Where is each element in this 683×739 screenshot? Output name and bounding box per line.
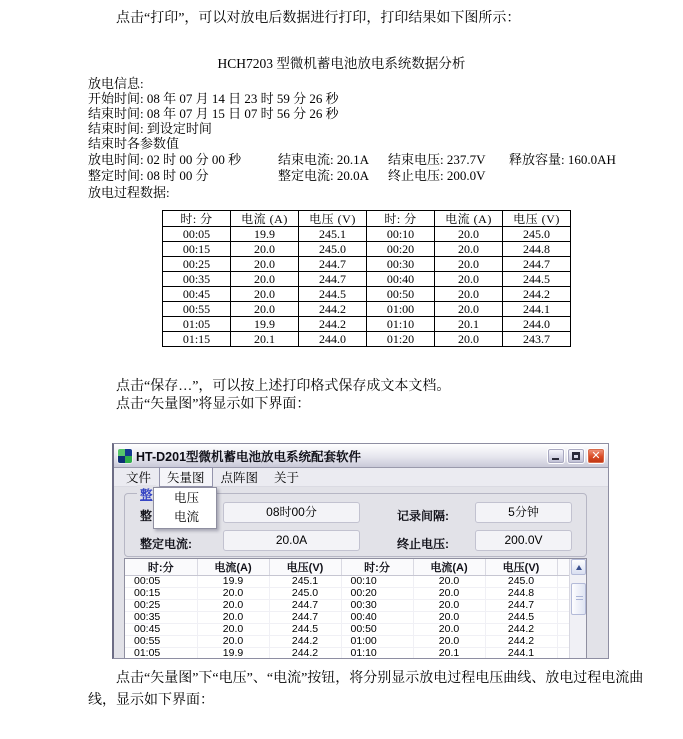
maximize-icon	[572, 452, 580, 460]
listview-row[interactable]	[125, 648, 571, 660]
printed-data-table	[162, 210, 571, 347]
listview-row[interactable]	[125, 576, 571, 588]
table-cell: 00:05	[163, 227, 231, 242]
table-cell: 244.2	[503, 287, 571, 302]
table-cell[interactable]: 20.0	[197, 636, 269, 648]
end-voltage-label: 终止电压:	[397, 537, 449, 551]
table-cell[interactable]: 245.0	[269, 588, 341, 600]
column-header: 电流 (A)	[231, 211, 299, 227]
table-cell: 244.8	[503, 242, 571, 257]
table-cell: 20.0	[231, 257, 299, 272]
table-cell[interactable]: 244.1	[485, 648, 557, 660]
column-header: 电流 (A)	[435, 211, 503, 227]
table-row	[163, 302, 571, 317]
table-cell[interactable]: 00:50	[341, 624, 413, 636]
table-cell: 20.0	[435, 257, 503, 272]
scroll-up-button[interactable]	[571, 559, 586, 575]
table-cell[interactable]: 01:00	[341, 636, 413, 648]
table-cell: 00:55	[163, 302, 231, 317]
menu-item-bitmap-chart[interactable]: 点阵图	[220, 471, 259, 485]
table-cell: 20.0	[435, 287, 503, 302]
table-cell[interactable]: 244.5	[269, 624, 341, 636]
table-row	[163, 332, 571, 347]
table-cell: 20.0	[231, 242, 299, 257]
table-cell: 20.0	[231, 302, 299, 317]
table-cell: 244.7	[503, 257, 571, 272]
table-cell: 01:00	[367, 302, 435, 317]
table-cell: 01:15	[163, 332, 231, 347]
table-cell[interactable]: 19.9	[197, 576, 269, 588]
set-time-label: 整	[140, 509, 153, 523]
paragraph-save-instruction: 点击“保存…”，可以按上述打印格式保存成文本文档。	[116, 379, 451, 394]
table-cell[interactable]: 00:15	[125, 588, 197, 600]
dropdown-item-voltage[interactable]: 电压	[174, 491, 200, 505]
table-cell: 244.2	[299, 302, 367, 317]
table-cell: 244.0	[503, 317, 571, 332]
table-cell[interactable]: 244.2	[269, 636, 341, 648]
table-cell: 19.9	[231, 227, 299, 242]
table-cell[interactable]: 00:45	[125, 624, 197, 636]
table-cell: 19.9	[231, 317, 299, 332]
listview-row[interactable]	[125, 612, 571, 624]
table-cell: 00:25	[163, 257, 231, 272]
table-cell: 243.7	[503, 332, 571, 347]
column-header: 电流(A)	[197, 559, 269, 576]
menu-item-vector-chart[interactable]: 矢量图	[159, 467, 213, 487]
table-cell: 20.0	[435, 227, 503, 242]
table-cell[interactable]: 00:10	[341, 576, 413, 588]
column-header: 电流(A)	[413, 559, 485, 576]
table-cell: 245.0	[503, 227, 571, 242]
table-cell: 20.0	[231, 272, 299, 287]
table-row	[163, 227, 571, 242]
record-interval-label: 记录间隔:	[397, 509, 449, 523]
info-line: 开始时间: 08 年 07 月 14 日 23 时 59 分 26 秒	[88, 90, 339, 106]
table-cell: 00:15	[163, 242, 231, 257]
table-cell: 01:05	[163, 317, 231, 332]
table-cell: 00:20	[367, 242, 435, 257]
set-time-value: 08时00分	[223, 502, 360, 523]
table-cell: 20.0	[435, 242, 503, 257]
table-cell: 20.0	[435, 332, 503, 347]
table-cell[interactable]: 20.0	[413, 612, 485, 624]
column-header: 时:分	[125, 559, 197, 576]
menu-bar	[114, 468, 608, 487]
param-segment: 结束电流: 20.1A	[278, 151, 370, 167]
table-cell[interactable]: 00:40	[341, 612, 413, 624]
table-cell[interactable]: 244.7	[269, 600, 341, 612]
listview-row[interactable]	[125, 636, 571, 648]
table-row	[163, 242, 571, 257]
table-cell[interactable]: 245.1	[269, 576, 341, 588]
paragraph-curves-instruction: 点击“矢量图”下“电压”、“电流”按钮，将分别显示放电过程电压曲线、放电过程电流曲线，显示如下界面：	[88, 671, 644, 708]
table-cell: 00:40	[367, 272, 435, 287]
table-cell[interactable]: 00:20	[341, 588, 413, 600]
table-cell[interactable]: 20.0	[413, 600, 485, 612]
info-line: 放电信息:	[88, 76, 144, 91]
table-cell[interactable]: 00:05	[125, 576, 197, 588]
table-cell: 00:50	[367, 287, 435, 302]
vector-chart-dropdown-menu	[153, 487, 217, 529]
minimize-icon	[552, 458, 559, 460]
paragraph-print-instruction: 点击“打印”，可以对放电后数据进行打印，打印结果如下图所示：	[116, 11, 521, 26]
table-cell[interactable]: 00:25	[125, 600, 197, 612]
table-cell[interactable]: 20.0	[197, 588, 269, 600]
table-cell[interactable]: 244.5	[485, 612, 557, 624]
vertical-scrollbar[interactable]	[569, 559, 586, 658]
table-cell: 00:35	[163, 272, 231, 287]
end-voltage-value: 200.0V	[475, 530, 572, 551]
table-cell[interactable]: 01:10	[341, 648, 413, 660]
param-segment: 释放容量: 160.0AH	[509, 151, 616, 167]
table-cell: 244.5	[503, 272, 571, 287]
table-cell: 244.2	[299, 317, 367, 332]
column-header: 电压 (V)	[503, 211, 571, 227]
table-cell[interactable]: 20.0	[413, 588, 485, 600]
window-controls	[547, 448, 605, 464]
column-header: 电压(V)	[485, 559, 557, 576]
table-cell: 00:10	[367, 227, 435, 242]
table-row	[163, 272, 571, 287]
table-cell[interactable]: 244.2	[485, 636, 557, 648]
maximize-button[interactable]	[567, 448, 585, 464]
table-cell: 20.1	[231, 332, 299, 347]
close-icon: ✕	[591, 449, 601, 462]
app-window	[112, 443, 609, 659]
params-line-1	[88, 152, 616, 169]
table-cell[interactable]: 244.2	[485, 624, 557, 636]
data-listview[interactable]	[124, 558, 587, 659]
scrollbar-thumb[interactable]	[571, 583, 586, 615]
groupbox-label: 整	[137, 485, 156, 503]
table-cell[interactable]: 245.0	[485, 576, 557, 588]
set-current-label: 整定电流:	[140, 537, 192, 551]
table-cell: 244.7	[299, 257, 367, 272]
table-cell: 00:45	[163, 287, 231, 302]
param-segment: 结束电压: 237.7V	[388, 151, 486, 167]
table-cell: 20.0	[435, 302, 503, 317]
paragraph-vector-instruction: 点击“矢量图”将显示如下界面：	[116, 397, 311, 412]
listview-row[interactable]	[125, 624, 571, 636]
info-line: 结束时间: 08 年 07 月 15 日 07 时 56 分 26 秒	[88, 105, 339, 121]
table-cell: 244.0	[299, 332, 367, 347]
table-cell: 244.1	[503, 302, 571, 317]
table-cell[interactable]: 00:30	[341, 600, 413, 612]
table-cell: 20.0	[435, 272, 503, 287]
listview-header-row	[125, 559, 571, 576]
param-segment: 终止电压: 200.0V	[388, 168, 486, 184]
table-cell: 01:20	[367, 332, 435, 347]
window-titlebar[interactable]	[114, 444, 608, 468]
menu-item-about[interactable]: 关于	[274, 471, 300, 485]
app-icon	[118, 449, 132, 463]
table-cell[interactable]: 01:05	[125, 648, 197, 660]
table-cell[interactable]: 244.7	[485, 600, 557, 612]
table-cell[interactable]: 19.9	[197, 648, 269, 660]
table-cell: 20.0	[231, 287, 299, 302]
menu-item-file[interactable]: 文件	[126, 471, 152, 485]
table-cell[interactable]: 20.0	[197, 624, 269, 636]
table-cell[interactable]: 20.0	[413, 576, 485, 588]
close-button[interactable]	[587, 448, 605, 464]
table-cell[interactable]: 244.8	[485, 588, 557, 600]
window-title: HT-D201型微机蓄电池放电系统配套软件	[136, 449, 362, 464]
table-cell[interactable]: 244.2	[269, 648, 341, 660]
set-current-value: 20.0A	[223, 530, 360, 551]
info-line: 结束时间: 到设定时间	[88, 120, 212, 136]
table-row	[163, 257, 571, 272]
record-interval-value: 5分钟	[475, 502, 572, 523]
params-line-2	[88, 168, 616, 185]
table-cell: 20.1	[435, 317, 503, 332]
table-cell[interactable]: 00:35	[125, 612, 197, 624]
table-cell[interactable]: 20.0	[413, 624, 485, 636]
column-header: 时:分	[341, 559, 413, 576]
table-cell: 244.5	[299, 287, 367, 302]
table-header-row	[163, 211, 571, 227]
column-header: 电压 (V)	[299, 211, 367, 227]
param-segment: 放电时间: 02 时 00 分 00 秒	[88, 151, 242, 167]
column-header: 电压(V)	[269, 559, 341, 576]
table-cell: 245.0	[299, 242, 367, 257]
param-segment: 整定电流: 20.0A	[278, 168, 370, 184]
report-title: HCH7203 型微机蓄电池放电系统数据分析	[217, 56, 466, 71]
minimize-button[interactable]	[547, 448, 565, 464]
table-cell: 01:10	[367, 317, 435, 332]
table-cell[interactable]: 244.7	[269, 612, 341, 624]
param-segment: 整定时间: 08 时 00 分	[88, 168, 209, 184]
table-cell: 244.7	[299, 272, 367, 287]
table-cell: 00:30	[367, 257, 435, 272]
table-cell[interactable]: 20.1	[413, 648, 485, 660]
discharge-info-block	[88, 77, 616, 201]
column-header: 时: 分	[163, 211, 231, 227]
table-cell[interactable]: 20.0	[197, 612, 269, 624]
process-data-label: 放电过程数据:	[88, 184, 170, 200]
table-cell[interactable]: 00:55	[125, 636, 197, 648]
column-header: 时: 分	[367, 211, 435, 227]
table-row	[163, 287, 571, 302]
table-row	[163, 317, 571, 332]
info-line: 结束时各参数值	[88, 135, 180, 151]
listview-table	[125, 559, 571, 659]
listview-row[interactable]	[125, 588, 571, 600]
table-cell: 245.1	[299, 227, 367, 242]
dropdown-item-current[interactable]: 电流	[174, 510, 200, 524]
listview-row[interactable]	[125, 600, 571, 612]
table-cell[interactable]: 20.0	[197, 600, 269, 612]
table-cell[interactable]: 20.0	[413, 636, 485, 648]
